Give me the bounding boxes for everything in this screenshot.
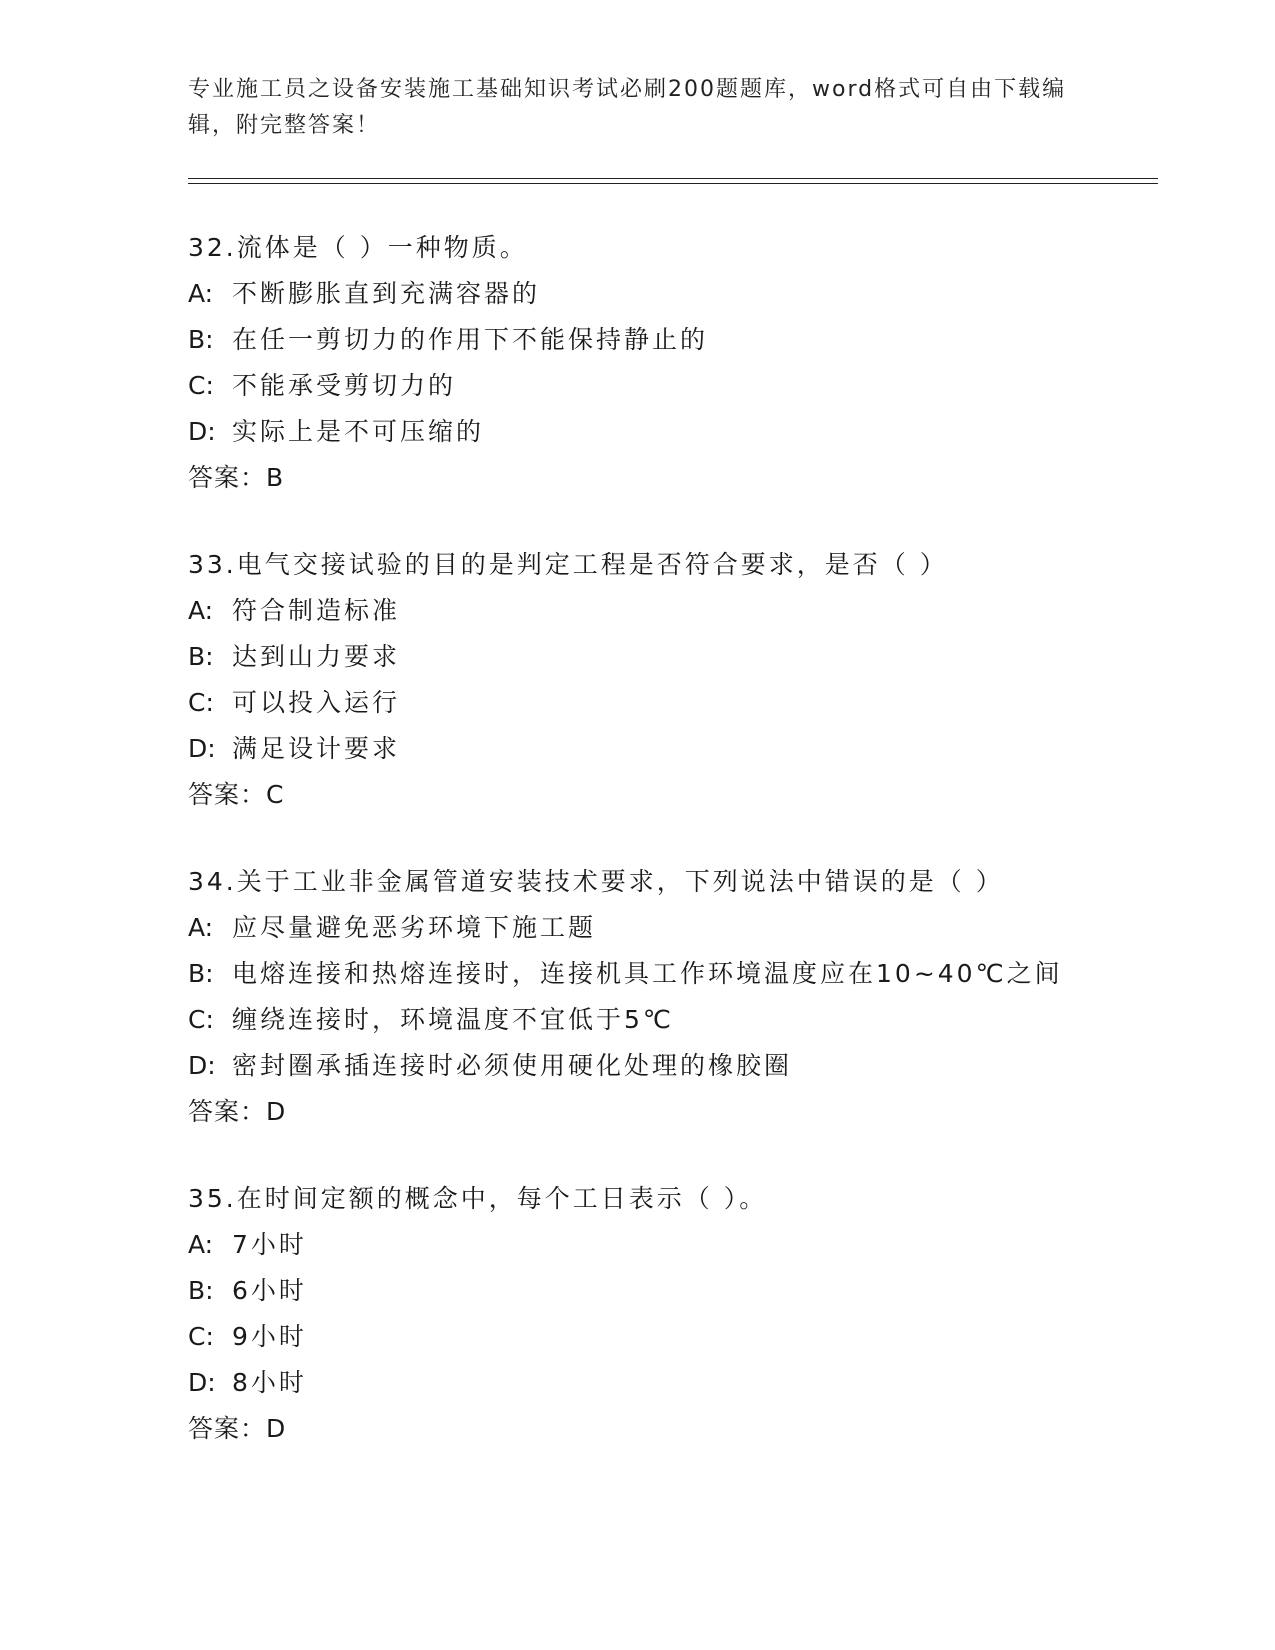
answer: 答案：D [188, 1414, 287, 1443]
option-b [188, 317, 1188, 363]
option-b [188, 951, 1188, 997]
option-text: 缠绕连接时，环境温度不宜低于5℃ [232, 1005, 674, 1034]
option-text: 密封圈承插连接时必须使用硬化处理的橡胶圈 [232, 1051, 793, 1080]
option-text: 可以投入运行 [232, 688, 401, 717]
question-stem: 33.电气交接试验的目的是判定工程是否符合要求，是否（ ） [188, 550, 948, 579]
option-text: 符合制造标准 [232, 596, 401, 625]
option-letter: A: [188, 913, 214, 942]
option-c [188, 680, 1188, 726]
header-divider-top [188, 178, 1158, 179]
option-letter: D: [188, 734, 216, 763]
answer: 答案：B [188, 463, 285, 492]
option-letter: C: [188, 1005, 214, 1034]
option-letter: D: [188, 1368, 216, 1397]
question-stem: 34.关于工业非金属管道安装技术要求，下列说法中错误的是（ ） [188, 867, 1004, 896]
option-letter: B: [188, 959, 214, 988]
option-letter: B: [188, 325, 214, 354]
answer: 答案：D [188, 1097, 287, 1126]
option-text: 电熔连接和热熔连接时，连接机具工作环境温度应在10~40℃之间 [232, 959, 1063, 988]
option-b [188, 1268, 1188, 1314]
option-a [188, 1222, 1188, 1268]
option-letter: D: [188, 1051, 216, 1080]
question-stem: 35.在时间定额的概念中，每个工日表示（ ）。 [188, 1184, 768, 1213]
question-32 [188, 225, 1188, 501]
option-d [188, 726, 1188, 772]
question-stem: 32.流体是（ ）一种物质。 [188, 233, 528, 262]
option-d [188, 409, 1188, 455]
option-c [188, 1314, 1188, 1360]
option-letter: C: [188, 371, 214, 400]
option-text: 达到山力要求 [232, 642, 401, 671]
option-d [188, 1360, 1188, 1406]
option-a [188, 905, 1188, 951]
document-header: 专业施工员之设备安装施工基础知识考试必刷200题题库，word格式可自由下载编辑，附完整答案！ [188, 77, 1067, 138]
option-a [188, 271, 1188, 317]
option-b [188, 634, 1188, 680]
option-letter: B: [188, 1276, 214, 1305]
option-text: 应尽量避免恶劣环境下施工题 [232, 913, 597, 942]
option-d [188, 1043, 1188, 1089]
option-c [188, 363, 1188, 409]
option-text: 满足设计要求 [232, 734, 401, 763]
option-text: 6小时 [232, 1276, 307, 1305]
question-33 [188, 542, 1188, 818]
option-text: 9小时 [232, 1322, 307, 1351]
option-c [188, 997, 1188, 1043]
option-text: 不能承受剪切力的 [232, 371, 457, 400]
option-letter: A: [188, 596, 214, 625]
option-text: 8小时 [232, 1368, 307, 1397]
option-text: 不断膨胀直到充满容器的 [232, 279, 541, 308]
option-text: 实际上是不可压缩的 [232, 417, 485, 446]
option-text: 7小时 [232, 1230, 307, 1259]
option-letter: C: [188, 1322, 214, 1351]
option-letter: C: [188, 688, 214, 717]
option-letter: A: [188, 1230, 214, 1259]
answer: 答案：C [188, 780, 285, 809]
option-letter: A: [188, 279, 214, 308]
option-letter: D: [188, 417, 216, 446]
question-34 [188, 859, 1188, 1135]
option-letter: B: [188, 642, 214, 671]
question-35 [188, 1176, 1188, 1452]
header-divider-bottom [188, 183, 1158, 184]
option-a [188, 588, 1188, 634]
option-text: 在任一剪切力的作用下不能保持静止的 [232, 325, 709, 354]
